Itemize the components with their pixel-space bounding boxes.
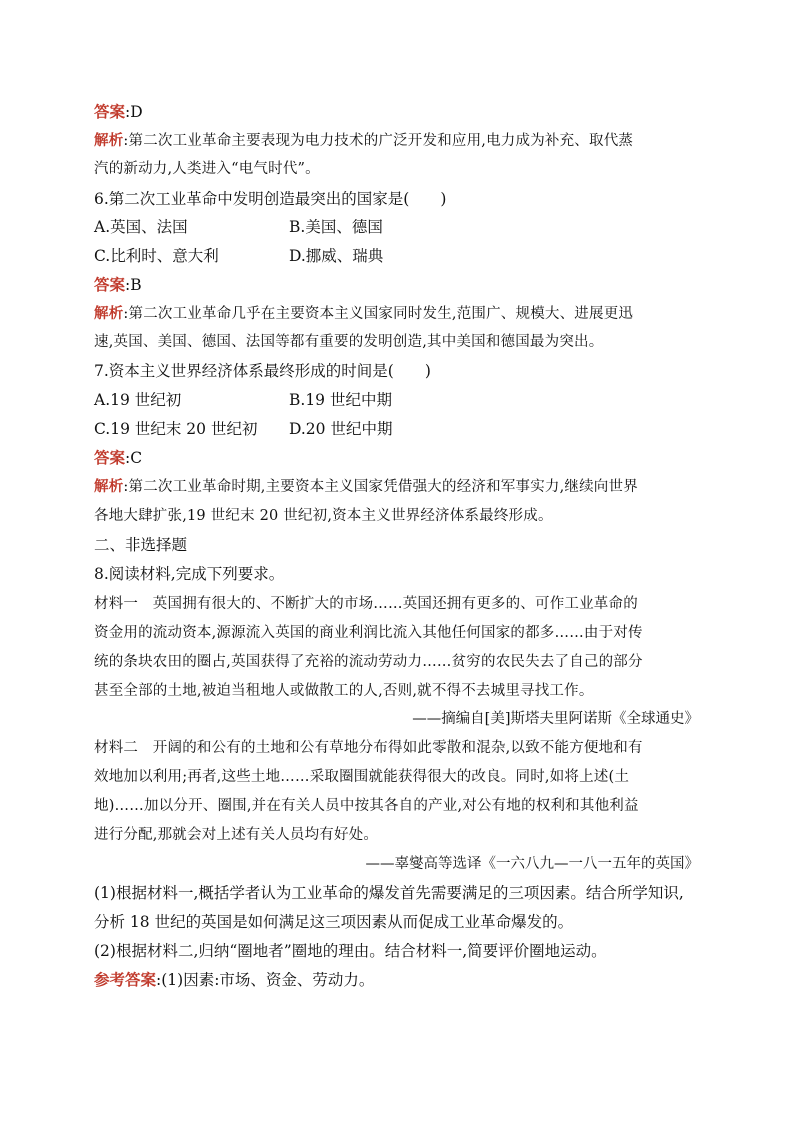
- material-1-line-4: 甚至全部的土地,被迫当租地人或做散工的人,否则,就不得不去城里寻找工作。: [94, 683, 594, 699]
- q6-option-c: C.比利时、意大利: [94, 247, 219, 265]
- q6-option-d: D.挪威、瑞典: [289, 247, 384, 265]
- q7-explanation-cont: 各地大肆扩张,19 世纪末 20 世纪初,资本主义世界经济体系最终形成。: [94, 508, 553, 524]
- q7-explanation: 解析:第二次工业革命时期,主要资本主义国家凭借强大的经济和军事实力,继续向世界: [94, 478, 638, 495]
- material-2-line-3: 地)……加以分开、圈围,并在有关人员中按其各自的产业,对公有地的权利和其他利益: [94, 798, 639, 814]
- section-title: 二、非选择题: [94, 536, 188, 554]
- q5-explanation: 解析:第二次工业革命主要表现为电力技术的广泛开发和应用,电力成为补充、取代蒸: [94, 132, 634, 149]
- material-1-line-3: 统的条块农田的圈占,英国获得了充裕的流动劳动力……贫穷的农民失去了自己的部分: [94, 654, 643, 670]
- q6-answer: 答案:B: [94, 275, 142, 294]
- explanation-label: 解析: [94, 478, 124, 495]
- explanation-label: 解析: [94, 132, 124, 149]
- q8-requirement-2: (2)根据材料二,归纳“圈地者”圈地的理由。结合材料一,简要评价圈地运动。: [94, 942, 607, 960]
- q7-option-c: C.19 世纪末 20 世纪初: [94, 420, 258, 438]
- answer-label: 答案: [94, 102, 126, 121]
- material-1-source: ——摘编自[美]斯塔夫里阿诺斯《全球通史》: [412, 711, 699, 727]
- material-2-line-1: 材料二 开阔的和公有的土地和公有草地分布得如此零散和混杂,以致不能方便地和有: [94, 740, 643, 756]
- q7-answer: 答案:C: [94, 448, 143, 467]
- q8-requirement-1-cont: 分析 18 世纪的英国是如何满足这三项因素从而促成工业革命爆发的。: [94, 913, 574, 931]
- q6-stem: 6.第二次工业革命中发明创造最突出的国家是( ): [94, 190, 447, 208]
- q6-option-b: B.美国、德国: [289, 218, 383, 236]
- q8-reference-answer: 参考答案:(1)因素:市场、资金、劳动力。: [94, 970, 375, 989]
- material-2-source: ——辜燮高等选译《一六八九—一八一五年的英国》: [365, 856, 699, 872]
- q5-explanation-cont: 汽的新动力,人类进入“电气时代”。: [94, 161, 320, 177]
- answer-label: 答案: [94, 275, 126, 294]
- reference-answer-label: 参考答案: [94, 970, 157, 989]
- q5-answer: 答案:D: [94, 102, 143, 121]
- answer-label: 答案: [94, 448, 126, 467]
- material-1-line-1: 材料一 英国拥有很大的、不断扩大的市场……英国还拥有更多的、可作工业革命的: [94, 596, 638, 612]
- q7-option-d: D.20 世纪中期: [289, 420, 393, 438]
- q7-stem: 7.资本主义世界经济体系最终形成的时间是( ): [94, 362, 431, 380]
- q7-option-a: A.19 世纪初: [94, 391, 182, 409]
- q7-option-b: B.19 世纪中期: [289, 391, 392, 409]
- q8-requirement-1: (1)根据材料一,概括学者认为工业革命的爆发首先需要满足的三项因素。结合所学知识,: [94, 884, 684, 902]
- material-1-line-2: 资金用的流动资本,源源流入英国的商业利润比流入其他任何国家的都多……由于对传: [94, 625, 643, 641]
- explanation-label: 解析: [94, 305, 124, 322]
- material-2-line-4: 进行分配,那就会对上述有关人员均有好处。: [94, 827, 379, 843]
- q6-explanation-cont: 速,英国、美国、德国、法国等都有重要的发明创造,其中美国和德国最为突出。: [94, 334, 604, 350]
- q6-explanation: 解析:第二次工业革命几乎在主要资本主义国家同时发生,范围广、规模大、进展更迅: [94, 305, 634, 322]
- material-2-line-2: 效地加以利用;再者,这些土地……采取圈围就能获得很大的改良。同时,如将上述(土: [94, 769, 630, 785]
- q8-stem: 8.阅读材料,完成下列要求。: [94, 565, 285, 583]
- q6-option-a: A.英国、法国: [94, 218, 188, 236]
